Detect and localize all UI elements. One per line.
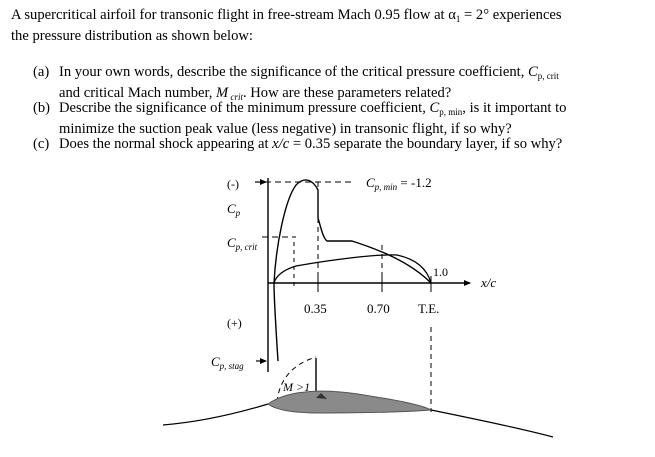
upper-surface-cp-curve <box>274 180 431 361</box>
cp-min-value: = -1.2 <box>397 175 432 190</box>
cp-stag-main: C <box>211 354 220 369</box>
lower-surface-cp-curve <box>274 255 431 283</box>
cp-symbol: C <box>429 100 440 116</box>
positive-sign-label: (+) <box>227 316 242 330</box>
m-subscript: crit <box>228 92 243 102</box>
x-label-10: 1.0 <box>433 265 448 279</box>
intro-text-line2: the pressure distribution as shown below: <box>11 28 253 44</box>
cp-symbol: C <box>528 64 538 80</box>
negative-sign-label: (-) <box>227 177 239 191</box>
cp-stag-sub: p, stag <box>219 361 244 371</box>
cp-stag-label <box>211 354 244 371</box>
question-text: minimize the suction peak value (less negative) in transonic flight, if so why? <box>59 121 512 137</box>
cp-min-sub: p, min <box>374 182 398 192</box>
cp-crit-sub: p, crit <box>235 242 258 252</box>
x-label-te: T.E. <box>418 301 440 316</box>
question-label: (a) <box>33 64 50 80</box>
cp-label-sub: p <box>235 208 241 218</box>
question-text: In your own words, describe the significance of the critical pressure coefficient, <box>59 64 528 80</box>
airfoil-shape <box>268 391 431 413</box>
x-label-035: 0.35 <box>304 301 327 316</box>
cp-axis-label <box>227 201 241 218</box>
cp-subscript: p, min <box>439 107 463 117</box>
wake-streamline <box>431 410 553 437</box>
cp-min-label <box>366 175 432 192</box>
cp-subscript: p, crit <box>537 71 559 81</box>
xc-axis-label: x/c <box>481 275 497 290</box>
intro-text-end: = 2° experiences <box>460 7 562 23</box>
alpha-subscript: 1 <box>455 14 461 24</box>
question-text: and critical Mach number, <box>59 85 217 101</box>
question-text: Describe the significance of the minimum pressure coefficient, <box>59 100 430 116</box>
x-label-070: 0.70 <box>367 301 390 316</box>
intro-text: A supercritical airfoil for transonic flight in free-stream Mach 0.95 flow at α <box>11 7 456 23</box>
cp-crit-main: C <box>227 235 236 250</box>
question-label: (b) <box>33 100 51 116</box>
mach-label: M >1 <box>283 380 311 394</box>
cp-crit-label <box>227 235 258 252</box>
question-text: = 0.35 separate the boundary layer, if so why? <box>289 136 563 152</box>
question-text: , is it important to <box>462 100 567 116</box>
xc-symbol: x/c <box>272 136 290 152</box>
cp-label-main: C <box>227 201 236 216</box>
question-text: . How are these parameters related? <box>242 85 452 101</box>
cp-min-main: C <box>366 175 375 190</box>
upstream-streamline <box>163 404 268 425</box>
question-text: Does the normal shock appearing at <box>59 136 273 152</box>
m-symbol: M <box>216 85 229 101</box>
question-label: (c) <box>33 136 50 152</box>
